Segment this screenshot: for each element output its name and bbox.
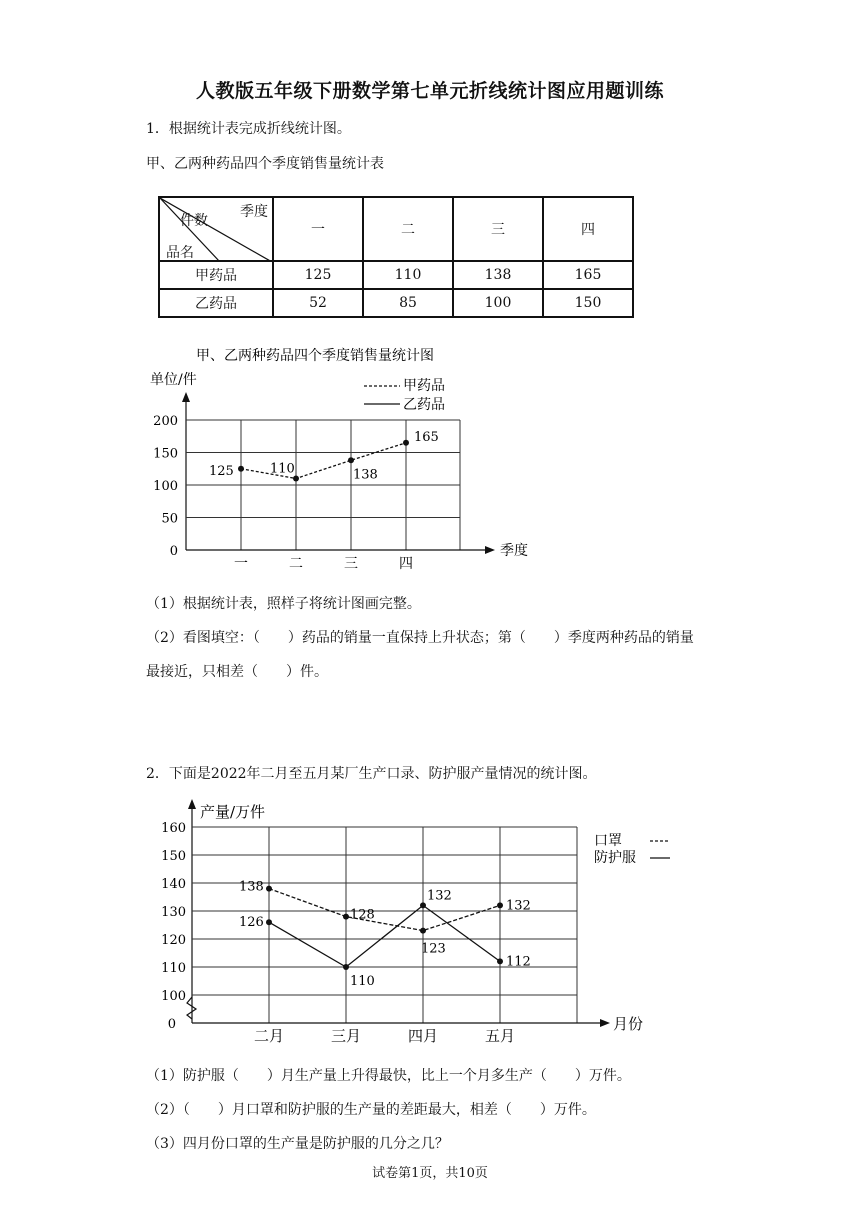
chart-1-ytick: 200 xyxy=(153,414,178,429)
chart-2-ytick: 120 xyxy=(161,933,186,948)
chart-2-ytick: 140 xyxy=(161,877,186,892)
cell: 85 xyxy=(363,289,453,317)
chart-2-point xyxy=(266,919,272,925)
chart-2-xtick: 二月 xyxy=(253,1027,285,1045)
chart-1-point xyxy=(348,457,354,463)
chart-1-data-label: 125 xyxy=(209,463,234,479)
row-name: 乙药品 xyxy=(159,289,273,317)
chart-1-ylabel: 单位/件 xyxy=(150,372,197,388)
chart-2-ytick: 100 xyxy=(161,989,186,1004)
chart-2-xlabel: 月份 xyxy=(613,1015,644,1033)
chart-2-point xyxy=(343,914,349,920)
chart-1-xtick: 四 xyxy=(399,556,413,572)
chart-1-data-label: 110 xyxy=(270,461,295,477)
chart-2 xyxy=(150,795,670,1050)
chart-2-legend-label: 口罩 xyxy=(594,833,622,849)
chart-2-ytick: 130 xyxy=(161,905,186,920)
table-row xyxy=(159,261,633,289)
table-corner-header xyxy=(159,197,273,261)
chart-2-series-line xyxy=(269,889,500,931)
chart-2-data-label: 123 xyxy=(421,941,446,957)
chart-2-x-arrow xyxy=(600,1019,610,1027)
header-product: 品名 xyxy=(166,245,194,261)
header-season: 季度 xyxy=(240,204,268,220)
chart-2-point xyxy=(497,958,503,964)
page-title: 人教版五年级下册数学第七单元折线统计图应用题训练 xyxy=(195,80,664,102)
cell: 138 xyxy=(453,261,543,289)
cell: 125 xyxy=(273,261,363,289)
chart-1-title: 甲、乙两种药品四个季度销售量统计图 xyxy=(196,348,434,364)
chart-2-point xyxy=(343,964,349,970)
chart-2-data-label: 112 xyxy=(506,954,531,970)
chart-2-data-label: 132 xyxy=(427,888,452,904)
q1-stem: 1．根据统计表完成折线统计图。 xyxy=(146,121,351,137)
chart-2-point xyxy=(266,886,272,892)
q2-sub3: （3）四月份口罩的生产量是防护服的几分之几？ xyxy=(146,1136,449,1152)
chart-2-point xyxy=(497,902,503,908)
col-header: 三 xyxy=(453,197,543,261)
chart-2-xtick: 三月 xyxy=(330,1027,362,1045)
chart-1-data-label: 138 xyxy=(353,467,378,483)
chart-2-ytick: 0 xyxy=(167,1017,176,1032)
cell: 150 xyxy=(543,289,633,317)
q2-sub1: （1）防护服（ ）月生产量上升得最快，比上一个月多生产（ ）万件。 xyxy=(146,1068,631,1084)
chart-2-data-label: 110 xyxy=(350,974,375,989)
cell: 100 xyxy=(453,289,543,317)
chart-2-legend-label: 防护服 xyxy=(594,850,636,866)
chart-2-y-arrow xyxy=(188,799,196,809)
chart-1-svg xyxy=(140,340,560,580)
chart-1-ytick: 150 xyxy=(153,446,178,462)
q1-table-title: 甲、乙两种药品四个季度销售量统计表 xyxy=(146,156,384,172)
chart-2-ytick: 160 xyxy=(161,821,186,836)
chart-2-data-label: 128 xyxy=(350,907,375,923)
chart-1 xyxy=(140,340,560,580)
q1-sub2-line1: （2）看图填空：（ ）药品的销量一直保持上升状态；第（ ）季度两种药品的销量 xyxy=(146,630,694,646)
chart-1-x-arrow xyxy=(485,546,495,554)
sales-table xyxy=(158,196,634,318)
chart-1-ytick: 50 xyxy=(161,511,178,527)
row-name: 甲药品 xyxy=(159,261,273,289)
col-header: 四 xyxy=(543,197,633,261)
chart-1-legend-label: 甲药品 xyxy=(403,378,445,394)
chart-2-data-label: 132 xyxy=(506,898,531,914)
chart-2-data-label: 126 xyxy=(239,915,264,931)
chart-1-xlabel: 季度 xyxy=(500,543,528,559)
col-header: 一 xyxy=(273,197,363,261)
page-footer: 试卷第1页，共10页 xyxy=(372,1166,488,1181)
chart-1-legend-label: 乙药品 xyxy=(403,397,445,413)
chart-1-series-line xyxy=(241,443,406,479)
chart-1-y-arrow xyxy=(182,392,190,402)
chart-2-ylabel: 产量/万件 xyxy=(200,803,266,821)
chart-1-xtick: 一 xyxy=(234,556,248,572)
chart-2-point xyxy=(420,902,426,908)
chart-2-ytick: 150 xyxy=(161,849,186,864)
header-count: 件数 xyxy=(180,213,208,229)
table-row xyxy=(159,289,633,317)
chart-1-data-label: 165 xyxy=(414,429,439,445)
chart-2-ytick: 110 xyxy=(161,961,186,976)
cell: 165 xyxy=(543,261,633,289)
chart-2-svg xyxy=(150,795,670,1050)
chart-2-point xyxy=(420,928,426,934)
col-header: 二 xyxy=(363,197,453,261)
chart-2-xtick: 四月 xyxy=(407,1027,439,1045)
chart-1-ytick: 100 xyxy=(153,479,178,494)
chart-2-xtick: 五月 xyxy=(484,1027,516,1045)
chart-2-series-line xyxy=(269,905,500,967)
chart-1-point xyxy=(403,440,409,446)
q1-sub2-line2: 最接近，只相差（ ）件。 xyxy=(146,664,328,680)
cell: 110 xyxy=(363,261,453,289)
chart-2-data-label: 138 xyxy=(239,879,264,895)
cell: 52 xyxy=(273,289,363,317)
chart-1-xtick: 三 xyxy=(344,556,358,572)
q2-stem: 2．下面是2022年二月至五月某厂生产口录、防护服产量情况的统计图。 xyxy=(146,766,597,782)
q2-sub2: （2）（ ）月口罩和防护服的生产量的差距最大，相差（ ）万件。 xyxy=(146,1102,596,1118)
chart-1-xtick: 二 xyxy=(289,556,303,572)
chart-1-ytick: 0 xyxy=(169,544,178,559)
chart-1-point xyxy=(238,466,244,472)
q1-sub1: （1）根据统计表，照样子将统计图画完整。 xyxy=(146,596,421,612)
